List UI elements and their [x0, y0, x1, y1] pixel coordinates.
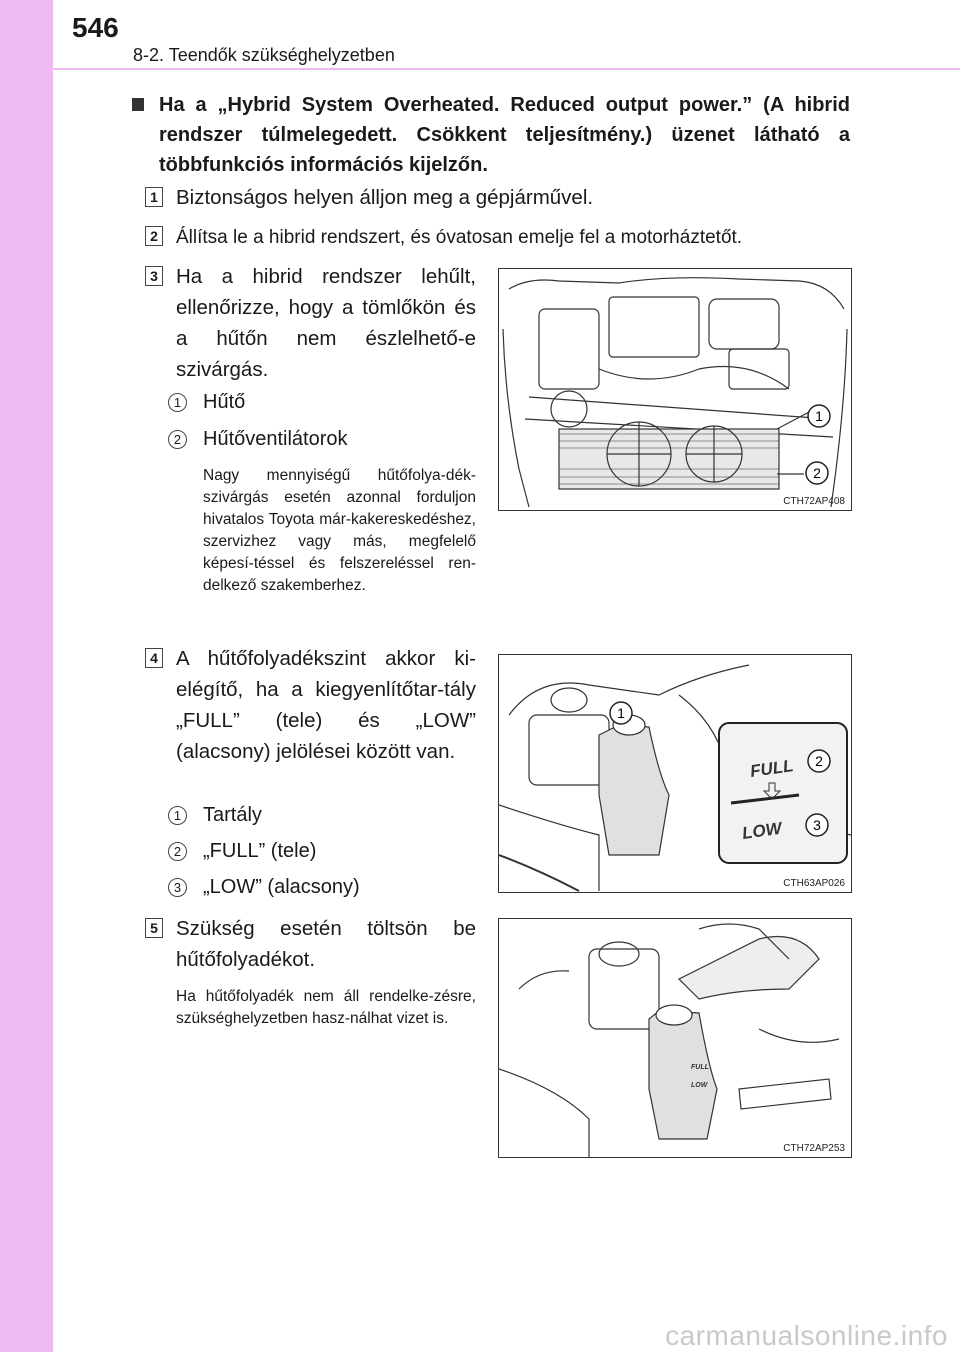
- figure-callout: 3: [813, 817, 821, 833]
- figure-code: CTH72AP408: [783, 496, 845, 507]
- step-3-text: Ha a hibrid rendszer lehűlt, ellenőrizze, hogy a tömlőkön és a hűtőn nem észlelhető-e szivárgás.: [176, 265, 476, 381]
- inset-panel: [719, 723, 847, 863]
- list-item: [168, 876, 360, 899]
- page-number: 546: [72, 12, 119, 43]
- coolant-reservoir-figure: [498, 654, 852, 893]
- watermark: carmanualsonline.info: [665, 1320, 948, 1351]
- square-bullet-icon: [132, 98, 144, 111]
- item-label: Hűtő: [203, 391, 246, 413]
- item-label: „FULL” (tele): [203, 840, 317, 862]
- step-4-text: A hűtőfolyadékszint akkor ki-elégítő, ha a kiegyenlítőtar-tály „FULL” (tele) és „LOW” (alacsony) jelölései között van.: [176, 647, 476, 763]
- low-label: LOW: [691, 1082, 708, 1089]
- figure-callout: 1: [617, 705, 625, 721]
- heading-text: Ha a „Hybrid System Overheated. Reduced output power.” (A hibrid rendszer túlmelegedett. Csökkent teljesítmény.) üzenet látható a többfunkciós információs kijelzőn.: [159, 94, 850, 176]
- section-heading: [132, 90, 850, 180]
- list-item: [168, 804, 262, 827]
- full-label: FULL: [748, 756, 795, 781]
- figure-callout: 2: [815, 753, 823, 769]
- item-label: Tartály: [203, 804, 262, 826]
- step-number-3: 3: [145, 266, 163, 286]
- item-label: Hűtőventilátorok: [203, 428, 348, 450]
- engine-bay-figure: [498, 268, 852, 511]
- step-3-note: Nagy mennyiségű hűtőfolya-dék-szivárgás esetén azonnal forduljon hivatalos Toyota már-kakereskedéshez, szervizhez vagy más, megfelelő képesí-téssel és felszereléssel ren-delkező szakemberhez.: [203, 467, 476, 594]
- item-label: „LOW” (alacsony): [203, 876, 360, 898]
- section-title: 8-2. Teendők szükséghelyzetben: [133, 45, 395, 65]
- callout-number: 1: [168, 806, 187, 825]
- callout-number: 2: [168, 430, 187, 449]
- callout-number: 3: [168, 878, 187, 897]
- reservoir-illustration: [499, 655, 851, 892]
- full-label: FULL: [691, 1064, 709, 1071]
- side-tab: [0, 0, 53, 1352]
- figure-callout: 1: [815, 408, 823, 424]
- low-label: LOW: [740, 818, 783, 843]
- step-number-4: 4: [145, 648, 163, 668]
- figure-callout: 2: [813, 465, 821, 481]
- list-item: [168, 840, 316, 863]
- step-number-2: 2: [145, 226, 163, 246]
- step-number-5: 5: [145, 918, 163, 938]
- header-rule: [53, 68, 960, 70]
- list-item: [168, 391, 245, 414]
- callout-number: 1: [168, 393, 187, 412]
- step-2-text: Állítsa le a hibrid rendszert, és óvatosan emelje fel a motorháztetőt.: [176, 227, 743, 248]
- refill-illustration: [499, 919, 851, 1157]
- step-5-text: Szükség esetén töltsön be hűtőfolyadékot.: [176, 917, 476, 971]
- step-5-note: Ha hűtőfolyadék nem áll rendelke-zésre, szükséghelyzetben hasz-nálhat vizet is.: [176, 988, 476, 1027]
- step-1-text: Biztonságos helyen álljon meg a gépjárművel.: [176, 186, 594, 209]
- callout-number: 2: [168, 842, 187, 861]
- figure-code: CTH63AP026: [783, 878, 845, 889]
- engine-bay-illustration: [499, 269, 851, 510]
- refill-figure: [498, 918, 852, 1158]
- figure-code: CTH72AP253: [783, 1143, 845, 1154]
- list-item: [168, 428, 348, 451]
- step-number-1: 1: [145, 187, 163, 207]
